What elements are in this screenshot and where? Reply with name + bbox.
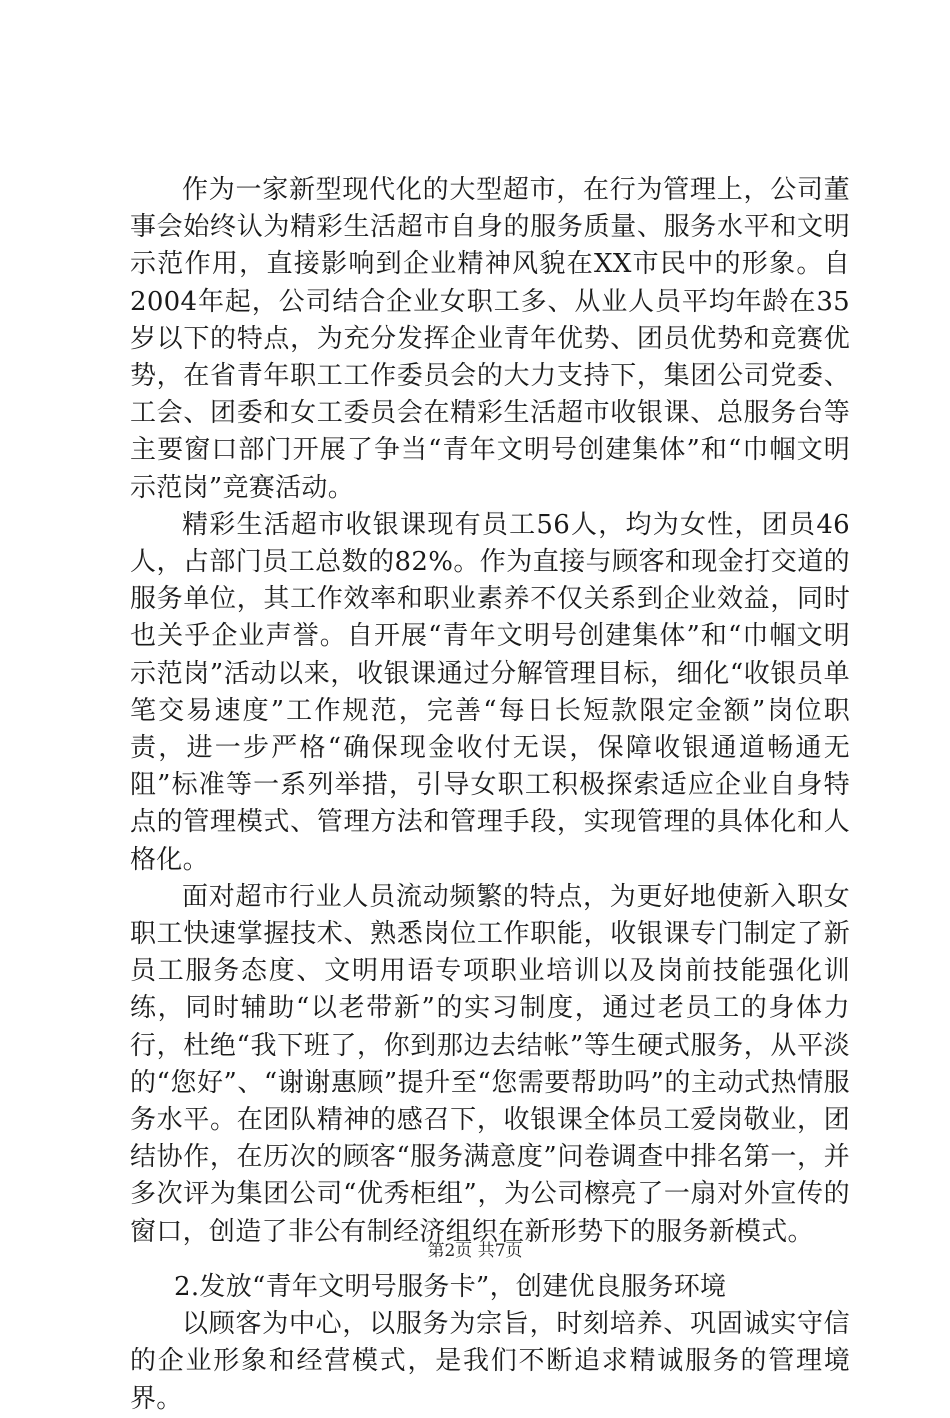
paragraph-store-introduction: 作为一家新型现代化的大型超市，在行为管理上，公司董事会始终认为精彩生活超市自身的服务质量、服务水平和文明示范作用，直接影响到企业精神风貌在XX市民中的形象。自2004年起，公司结合企业女职工多、从业人员平均年龄在35岁以下的特点，为充分发挥企业青年优势、团员优势和竞赛优势，在省青年职工工作委员会的大力支持下，集团公司党委、工会、团委和女工委员会在精彩生活超市收银课、总服务台等主要窗口部门开展了争当“青年文明号创建集体”和“巾帼文明示范岗”竞赛活动。 <box>130 175 850 503</box>
paragraph-cashier-department: 精彩生活超市收银课现有员工56人，均为女性，团员46人，占部门员工总数的82%。作为直接与顾客和现金打交道的服务单位，其工作效率和职业素养不仅关系到企业效益，同时也关乎企业声誉。自开展“青年文明号创建集体”和“巾帼文明示范岗”活动以来，收银课通过分解管理目标，细化“收银员单笔交易速度”工作规范，完善“每日长短款限定金额”岗位职责，进一步严格“确保现金收付无误，保障收银通道畅通无阻”标准等一系列举措，引导女职工积极探索适应企业自身特点的管理模式、管理方法和管理手段，实现管理的具体化和人格化。 <box>130 509 850 875</box>
section-heading: 2.发放“青年文明号服务卡”，创建优良服务环境 <box>174 1271 727 1302</box>
paragraph-staff-training: 面对超市行业人员流动频繁的特点，为更好地使新入职女职工快速掌握技术、熟悉岗位工作职能，收银课专门制定了新员工服务态度、文明用语专项职业培训以及岗前技能强化训练，同时辅助“以老带新”的实习制度，通过老员工的身体力行，杜绝“我下班了，你到那边去结帐”等生硬式服务，从平淡的“您好”、“谢谢惠顾”提升至“您需要帮助吗”的主动式热情服务水平。在团队精神的感召下，收银课全体员工爱岗敬业，团结协作，在历次的顾客“服务满意度”问卷调查中排名第一，并多次评为集团公司“优秀柜组”，为公司檫亮了一扇对外宣传的窗口，创造了非公有制经济组织在新形势下的服务新模式。 <box>130 881 850 1247</box>
page-number-footer: 第2页 共7页 <box>427 1241 523 1261</box>
paragraph-service-philosophy: 以顾客为中心，以服务为宗旨，时刻培养、巩固诚实守信的企业形象和经营模式，是我们不断追求精诚服务的管理境界。 <box>130 1309 850 1414</box>
document-body <box>130 172 850 1418</box>
